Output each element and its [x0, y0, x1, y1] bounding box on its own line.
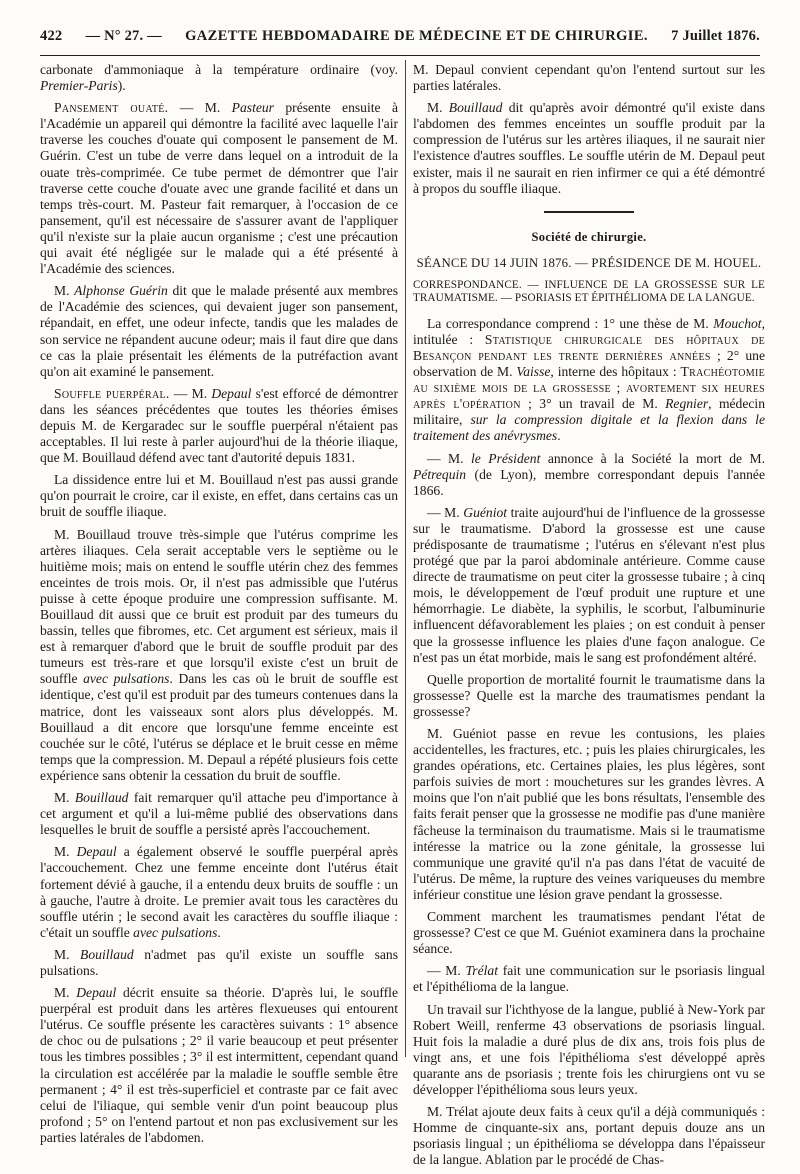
page-number: 422 — [40, 28, 63, 44]
header-rule — [40, 55, 760, 56]
page-header — [40, 28, 760, 50]
issue-date: 7 Juillet 1876. — [671, 28, 760, 44]
section-heading: Souffle puerpéral. — [54, 385, 170, 401]
section-separator — [544, 211, 634, 213]
right-column — [413, 62, 765, 1174]
left-column — [40, 62, 398, 1152]
session-summary: CORRESPONDANCE. — INFLUENCE DE LA GROSSESSE SUR LE TRAUMATISME. — PSORIASIS ET ÉPITHÉLIOMA DE LA LANGUE. — [413, 278, 765, 305]
paragraph: Quelle proportion de mortalité fournit le traumatisme dans la grossesse? Quelle est la marche des traumatismes pendant la grossesse? — [413, 671, 765, 719]
paragraph: — M. Guéniot traite aujourd'hui de l'influence de la grossesse sur le traumatisme. D'abord la grossesse est une cause prédisposante de traumatisme ; l'utérus en s'élevant n'est plus protégé que par la paroi abdominale antérieure. Comme cause directe de traumatisme on peut citer la grossesse tubaire ; à cinq mois, le développement de l'œuf produit une rupture et une hémorrhagie. Le diabète, la syphilis, le scorbut, l'albuminurie influencent défavorablement les plaies ; on est conduit à penser que la grossesse influence les plaies d'une façon analogue. Ce n'est pas un état morbide, mais le sang est profondément altéré. — [413, 504, 765, 665]
paragraph: M. Trélat ajoute deux faits à ceux qu'il a déjà communiqués : Homme de cinquante-six ans, portant depuis douze ans un psoriasis lingual ; un épithélioma se développa dans l'épaisseur de la langue. Ablation par le procédé de Chas- — [413, 1104, 765, 1168]
paragraph: M. Alphonse Guérin dit que le malade présenté aux membres de l'Académie des sciences, qui devaient juger son pansement, répandait, en effet, une odeur infecte, tandis que les malades de son service ne répandent aucune odeur; mais il faut dire que dans ce cas la plaie présentait les éléments de la putréfaction avant qu'on ait examiné le pansement. — [40, 283, 398, 379]
journal-title: GAZETTE HEBDOMADAIRE DE MÉDECINE ET DE CHIRURGIE. — [185, 28, 648, 44]
paragraph: La correspondance comprend : 1° une thèse de M. Mouchot, intitulée : Statistique chirurgicale des hôpitaux de Besançon pendant les trente dernières années ; 2° une observation de M. Vaisse, interne des hôpitaux : Trachéotomie au sixième mois de la grossesse ; avortement six heures après l'opération ; 3° un travail de M. Regnier, médecin militaire, sur la compression digitale et la flexion dans le traitement des anévrysmes. — [413, 315, 765, 444]
paragraph: M. Depaul décrit ensuite sa théorie. D'après lui, le souffle puerpéral est produit dans les artères flexueuses qui entourent l'utérus. Ce souffle présente les caractères suivants : 1° absence de choc ou de pulsations ; 2° il varie beaucoup et peut présenter tous les timbres possibles ; 3° il est intermittent, cependant quand la circulation est accélérée par la maladie le souffle semble être permanent ; 4° il est très-superficiel et contraste par ce fait avec celui de l'iliaque, qui semble venir d'un point beaucoup plus profond ; 5° on l'entend partout et non pas exclusivement sur les parties latérales de l'abdomen. — [40, 985, 398, 1145]
paragraph: M. Bouillaud dit qu'après avoir démontré qu'il existe dans l'abdomen des femmes enceintes un souffle produit par la compression de l'utérus sur les artères iliaques, il ne saurait nier l'existence d'autres souffles. Le souffle utérin de M. Depaul peut exister, mais il ne saurait en rien infirmer ce qui a été démontré à propos du souffle iliaque. — [413, 100, 765, 196]
session-heading: SÉANCE DU 14 JUIN 1876. — PRÉSIDENCE DE M. HOUEL. — [416, 255, 762, 270]
society-heading: Société de chirurgie. — [531, 229, 647, 244]
paragraph-souffle-puerperal: Souffle puerpéral. — M. Depaul s'est efforcé de démontrer dans les séances précédentes que toutes les théories émises depuis M. de Kergaradec sur le souffle puerpéral n'étaient pas acceptables. Il lui reste à parler aujourd'hui de la théorie iliaque, que M. Bouillaud défend avec tant d'autorité depuis 1831. — [40, 385, 398, 466]
section-heading: Pansement ouaté. — [54, 100, 169, 116]
paragraph: carbonate d'ammoniaque à la température ordinaire (voy. Premier-Paris). — [40, 62, 398, 94]
paragraph: — M. Trélat fait une communication sur le psoriasis lingual et l'épithélioma de la langue. — [413, 963, 765, 995]
paragraph: M. Guéniot passe en revue les contusions, les plaies accidentelles, les fractures, etc. ; puis les plaies chirurgicales, les grandes opérations, etc. Certaines plaies, les plus légères, sont parfois suivies de mort : mouchetures sur les grandes lèvres. A moins que l'on n'ait publié que les bons résultats, l'ensemble des faits ferait penser que la grossesse ne modifie pas d'une manière fâcheuse la terminaison du traumatisme. Mais si le traumatisme intéresse la matrice ou la zone génitale, la grossesse lui communique une gravité qu'il n'a pas dans l'état de vacuité de l'utérus. De même, la rupture des veines variqueuses du membre inférieur constitue une lésion grave pendant la grossesse. — [413, 726, 765, 902]
column-divider — [405, 60, 406, 1057]
paragraph: M. Bouillaud fait remarquer qu'il attache peu d'importance à cet argument et qu'il a lui-même publié des observations dans lesquelles le bruit de souffle a persisté après l'accouchement. — [40, 790, 398, 838]
paragraph: M. Bouillaud trouve très-simple que l'utérus comprime les artères iliaques. Cela serait acceptable vers le septième ou le huitième mois; mais on entend le souffle utérin chez des femmes enceintes de trois mois. Or, il n'est pas admissible que l'utérus puisse à cette époque produire une compression suffisante. M. Bouillaud dit aussi que ce bruit est produit par des tumeurs du bassin, telles que fibromes, etc. Cet argument est sérieux, mais il est à remarquer d'abord que le bruit de souffle produit par des tumeurs est très-rare et que lorsqu'il existe c'est un bruit de souffle avec pulsations. Dans les cas où le bruit de souffle est identique, c'est qu'il est produit par des tumeurs contenues dans la matrice, dont les vaisseaux sont alors plus développés. M. Bouillaud a dit encore que lorsqu'une femme enceinte est couchée sur le côté, l'utérus se déplace et le bruit cesse en même temps que la compression. M. Depaul a répété plusieurs fois cette expérience sans obtenir la cessation du bruit de souffle. — [40, 526, 398, 783]
issue-number: — N° 27. — — [85, 28, 162, 44]
paragraph: — M. le Président annonce à la Société la mort de M. Pétrequin (de Lyon), membre correspondant depuis l'année 1866. — [413, 450, 765, 498]
paragraph: M. Depaul a également observé le souffle puerpéral après l'accouchement. Chez une femme enceinte dont l'utérus était fortement dévié à gauche, il a entendu deux bruits de souffle : un à gauche, l'autre à droite. Le premier avait tous les caractères du souffle utérin ; le second avait les caractères du souffle iliaque : c'était un souffle avec pulsations. — [40, 844, 398, 940]
paragraph: Un travail sur l'ichthyose de la langue, publié à New-York par Robert Weill, renferme 43 observations de psoriasis lingual. Huit fois la maladie a duré plus de dix ans, trois fois plus de vingt ans, et une fois l'épithélioma s'est développé après quarante ans de psoriasis ; trente fois les chirurgiens ont vu se développer l'épithélioma sous leurs yeux. — [413, 1001, 765, 1097]
paragraph: M. Bouillaud n'admet pas qu'il existe un souffle sans pulsations. — [40, 946, 398, 978]
paragraph-pansement-ouate: Pansement ouaté. — M. Pasteur présente ensuite à l'Académie un appareil qui démontre la facilité avec laquelle l'air traverse les couches d'ouate qui composent le pansement de M. Guérin. C'est un tube de verre dans lequel on a introduit de la ouate très-comprimée. Ce tube permet de démontrer que l'air traverse cette couche d'ouate avec une grande facilité et dans un temps très-court. M. Pasteur fait remarquer, à l'occasion de ce pansement, qu'il est nécessaire de s'assurer avant de l'appliquer qu'il n'existe sur la plaie aucun organisme ; c'est une précaution qui avait été négligée sur le malade qui a été présenté à l'Académie des sciences. — [40, 100, 398, 277]
paragraph: La dissidence entre lui et M. Bouillaud n'est pas aussi grande qu'on pourrait le croire, car il existe, en effet, dans certains cas un bruit de souffle iliaque. — [40, 472, 398, 520]
paragraph: Comment marchent les traumatismes pendant l'état de grossesse? C'est ce que M. Guéniot examinera dans la prochaine séance. — [413, 909, 765, 957]
paragraph: M. Depaul convient cependant qu'on l'entend surtout sur les parties latérales. — [413, 62, 765, 94]
